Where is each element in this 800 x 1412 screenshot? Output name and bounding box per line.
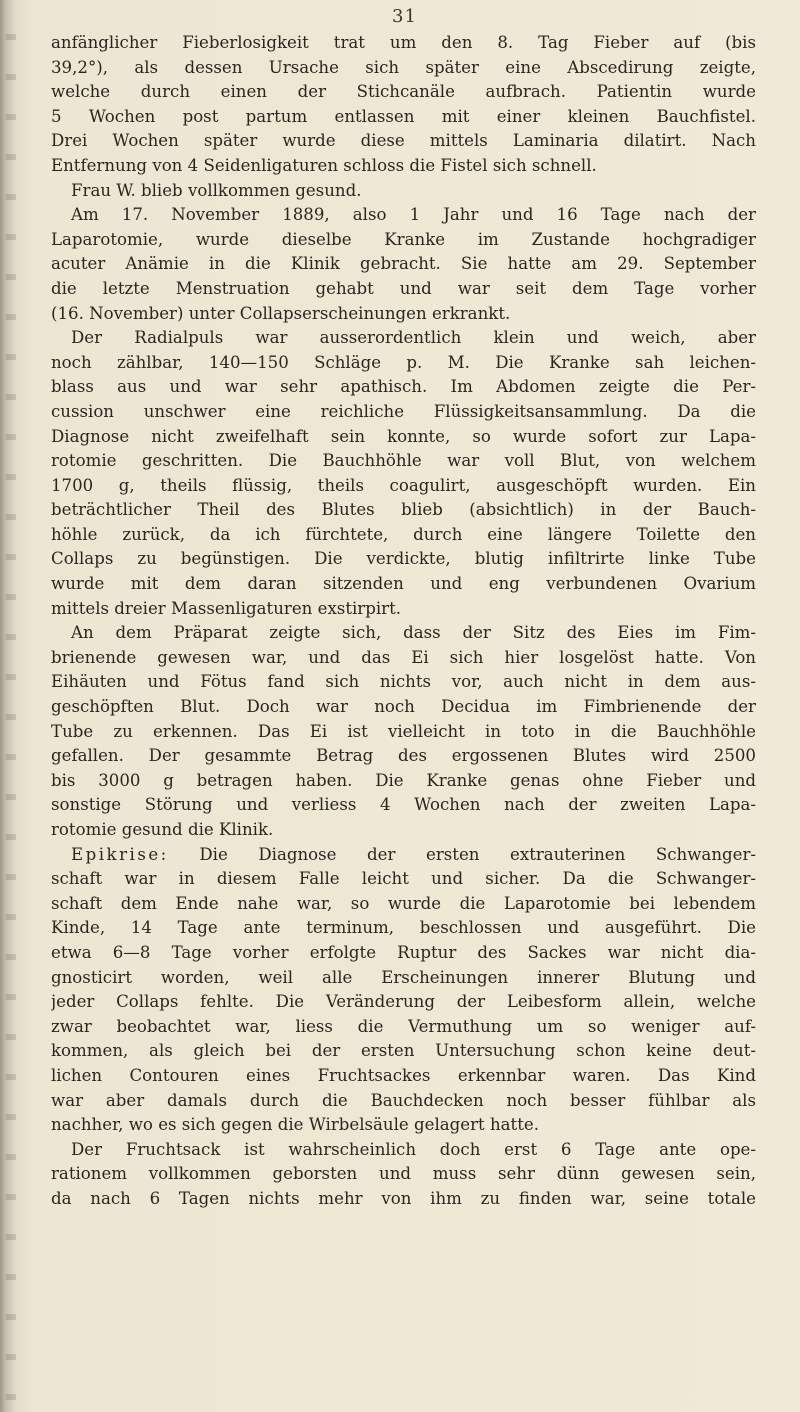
text-line: geschöpften Blut. Doch war noch Decidua im Fimbrienende der (51, 697, 756, 717)
text-line: lichen Contouren eines Fruchtsackes erkennbar waren. Das Kind (51, 1065, 756, 1085)
text-line-rest: Die Diagnose der ersten extrauterinen Schwanger- (168, 844, 756, 864)
text-line: anfänglicher Fieberlosigkeit trat um den 8. Tag Fieber auf (bis (51, 33, 756, 52)
text-line: noch zählbar, 140—150 Schläge p. M. Die Kranke sah leichen- (51, 352, 756, 372)
text-line: 39,2°), als dessen Ursache sich später eine Abscedirung zeigte, (51, 57, 756, 77)
text-line: acuter Anämie in die Klinik gebracht. Sie hatte am 29. September (51, 254, 756, 274)
text-line: etwa 6—8 Tage vorher erfolgte Ruptur des Sackes war nicht dia- (51, 942, 756, 962)
text-line: kommen, als gleich bei der ersten Untersuchung schon keine deut- (51, 1041, 756, 1061)
text-line: Laparotomie, wurde dieselbe Kranke im Zustande hochgradiger (51, 229, 756, 249)
text-line: welche durch einen der Stichcanäle aufbrach. Patientin wurde (51, 82, 756, 102)
text-line: Tube zu erkennen. Das Ei ist vielleicht in toto in die Bauchhöhle (51, 721, 756, 741)
text-line: Collaps zu begünstigen. Die verdickte, blutig infiltrirte linke Tube (51, 549, 756, 569)
text-line: gefallen. Der gesammte Betrag des ergossenen Blutes wird 2500 (51, 746, 756, 766)
page-number: 31 (392, 6, 417, 27)
text-line: schaft dem Ende nahe war, so wurde die Laparotomie bei lebendem (51, 893, 756, 913)
text-line: Der Fruchtsack ist wahrscheinlich doch erst 6 Tage ante ope- (71, 1139, 756, 1159)
text-line: Entfernung von 4 Seidenligaturen schloss die Fistel sich schnell. (51, 155, 597, 175)
text-line: mittels dreier Massenligaturen exstirpirt. (51, 598, 402, 618)
text-line: brienende gewesen war, und das Ei sich hier losgelöst hatte. Von (51, 647, 756, 667)
text-line: sonstige Störung und verliess 4 Wochen nach der zweiten Lapa- (51, 795, 756, 815)
text-line: Eihäuten und Fötus fand sich nichts vor, auch nicht in dem aus- (51, 672, 756, 692)
text-line: die letzte Menstruation gehabt und war seit dem Tage vorher (51, 278, 756, 298)
text-line: rotomie geschritten. Die Bauchhöhle war voll Blut, von welchem (51, 451, 756, 471)
text-line: Diagnose nicht zweifelhaft sein konnte, so wurde sofort zur Lapa- (51, 426, 756, 446)
text-line: wurde mit dem daran sitzenden und eng verbundenen Ovarium (51, 574, 756, 594)
text-line: gnosticirt worden, weil alle Erscheinungen innerer Blutung und (51, 967, 756, 987)
text-line: Drei Wochen später wurde diese mittels Laminaria dilatirt. Nach (51, 131, 756, 151)
text-line: cussion unschwer eine reichliche Flüssigkeitsansammlung. Da die (51, 401, 756, 421)
epikrise-heading: Epikrise: (71, 844, 169, 864)
text-line: An dem Präparat zeigte sich, dass der Sitz des Eies im Fim- (71, 623, 756, 643)
text-line: jeder Collaps fehlte. Die Veränderung der Leibesform allein, welche (51, 992, 756, 1012)
text-line: 5 Wochen post partum entlassen mit einer kleinen Bauchfistel. (51, 106, 756, 126)
text-line: schaft war in diesem Falle leicht und sicher. Da die Schwanger- (51, 869, 756, 889)
text-line: höhle zurück, da ich fürchtete, durch eine längere Toilette den (51, 524, 756, 544)
text-line: da nach 6 Tagen nichts mehr von ihm zu finden war, seine totale (51, 1188, 756, 1208)
text-line: rationem vollkommen geborsten und muss sehr dünn gewesen sein, (51, 1164, 756, 1184)
text-line: (16. November) unter Collapserscheinungen erkrankt. (51, 303, 511, 323)
page-binding-edge (6, 0, 16, 1412)
text-line: war aber damals durch die Bauchdecken noch besser fühlbar als (51, 1090, 756, 1110)
text-line: blass aus und war sehr apathisch. Im Abdomen zeigte die Per- (51, 377, 756, 397)
text-line: 1700 g, theils flüssig, theils coagulirt, ausgeschöpft wurden. Ein (51, 475, 756, 495)
text-line (51, 843, 756, 868)
text-line: beträchtlicher Theil des Blutes blieb (absichtlich) in der Bauch- (51, 500, 756, 520)
body-text (51, 31, 756, 1212)
text-line: zwar beobachtet war, liess die Vermuthung um so weniger auf- (51, 1016, 756, 1036)
text-line: nachher, wo es sich gegen die Wirbelsäule gelagert hatte. (51, 1115, 539, 1135)
text-line: Der Radialpuls war ausserordentlich klein und weich, aber (71, 328, 756, 348)
text-line: Frau W. blieb vollkommen gesund. (71, 180, 362, 200)
text-line: Kinde, 14 Tage ante terminum, beschlossen und ausgeführt. Die (51, 918, 756, 938)
text-line: Am 17. November 1889, also 1 Jahr und 16 Tage nach der (71, 205, 756, 225)
text-line: rotomie gesund die Klinik. (51, 820, 274, 839)
text-line: bis 3000 g betragen haben. Die Kranke genas ohne Fieber und (51, 770, 756, 790)
